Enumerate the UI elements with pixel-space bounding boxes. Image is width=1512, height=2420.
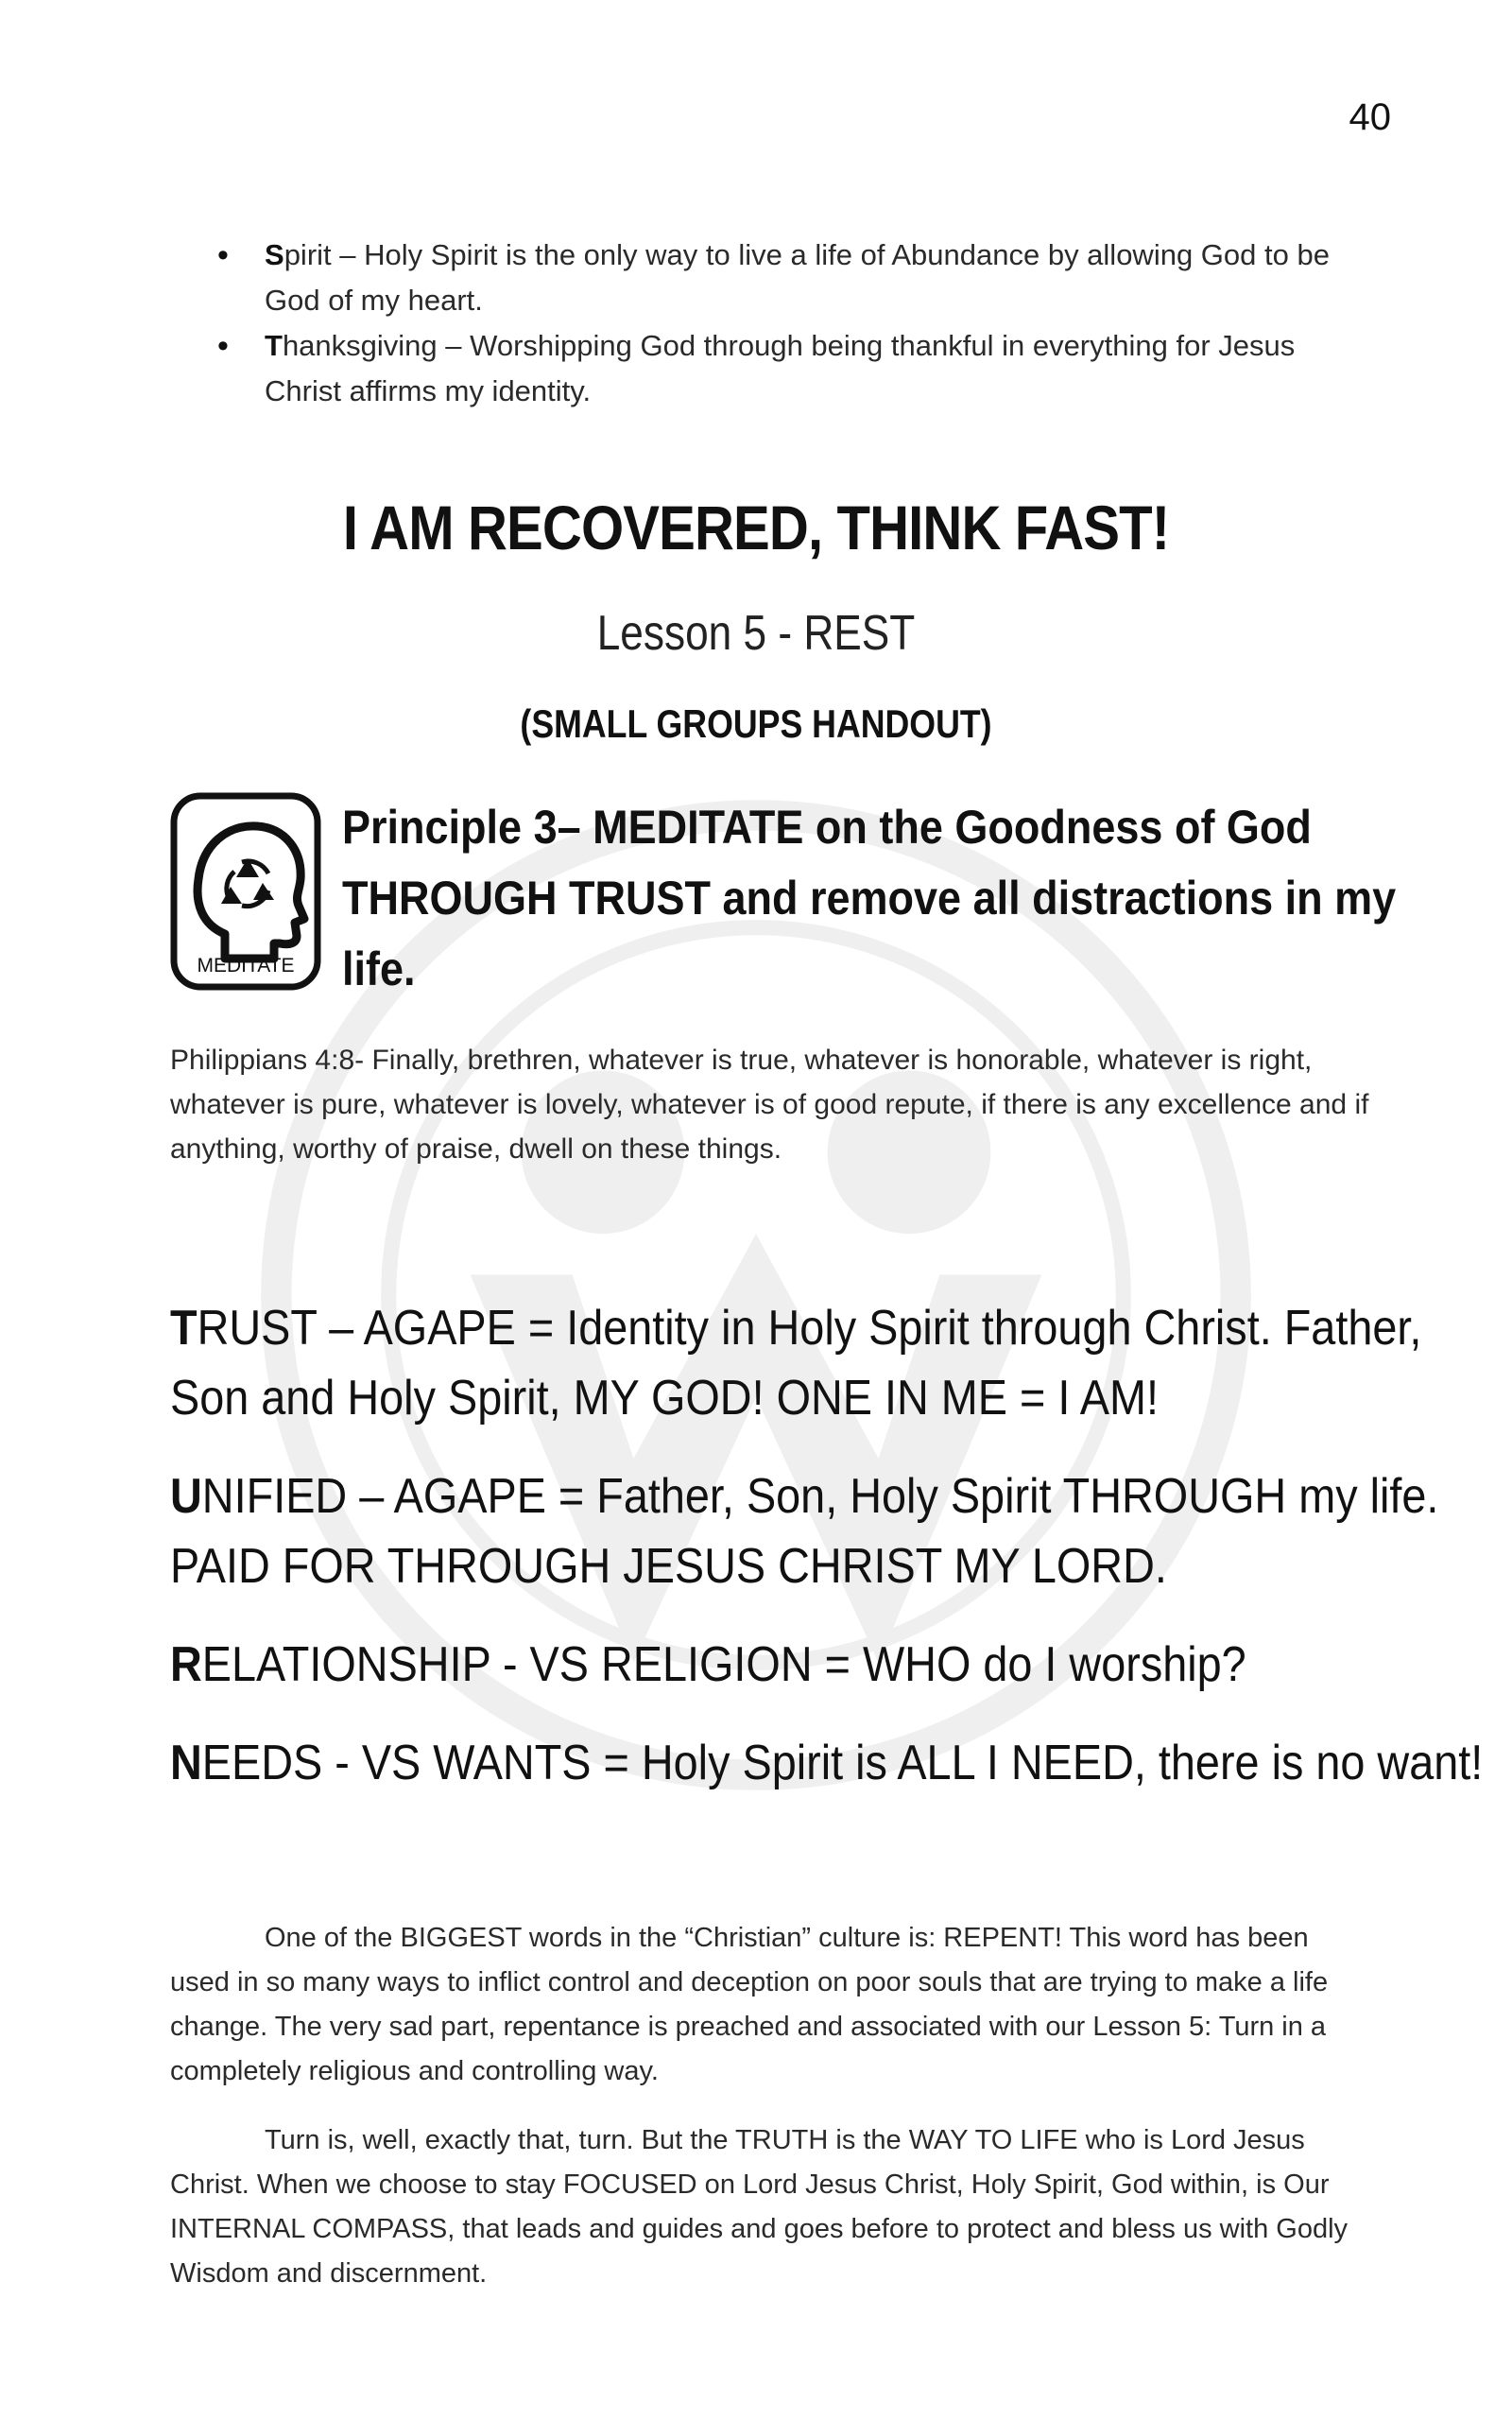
lesson-subtitle: Lesson 5 - REST [596, 606, 916, 661]
principle-line: Principle 3– MEDITATE on the Goodness of God [342, 801, 1312, 854]
acrostic-entry-relationship [170, 1630, 1276, 1700]
bullet-text: pirit – Holy Spirit is the only way to live a life of Abundance by allowing God to be God of my heart. [265, 238, 1330, 317]
principle-line: THROUGH TRUST and remove all distractions in my [342, 872, 1397, 925]
acrostic-letter: R [170, 1637, 202, 1692]
acrostic-letter: T [170, 1301, 198, 1356]
page-title: I AM RECOVERED, THINK FAST! [342, 493, 1170, 562]
meditate-head-icon [170, 792, 321, 991]
acrostic-text: Son and Holy Spirit, MY GOD! ONE IN ME = I AM! [170, 1371, 1159, 1426]
bullet-text: hanksgiving – Worshipping God through being thankful in everything for Jesus Christ affirms my identity. [265, 329, 1296, 407]
acrostic-text: PAID FOR THROUGH JESUS CHRIST MY LORD. [170, 1539, 1167, 1594]
principle-line: life. [342, 942, 416, 995]
bullet-item [217, 323, 1370, 414]
acrostic-list [170, 1293, 1484, 1798]
acrostic-text: NIFIED – AGAPE = Father, Son, Holy Spirit THROUGH my life. [201, 1469, 1439, 1524]
bullet-lead-letter: S [265, 238, 284, 271]
acrostic-letter: U [170, 1469, 202, 1524]
bullet-lead-letter: T [265, 329, 283, 362]
bullet-list [217, 233, 1370, 414]
scripture-quote: Philippians 4:8- Finally, brethren, whatever is true, whatever is honorable, whatever is right, whatever is pure, whatever is lovely, whatever is of good repute, if there is any excellence and if anything, worthy of praise, dwell on these things. [170, 1045, 1369, 1165]
bullet-item [217, 233, 1370, 323]
body-paragraph: One of the BIGGEST words in the “Christian” culture is: REPENT! This word has been used in so many ways to inflict control and deception on poor souls that are trying to make a life change. The very sad part, repentance is preached and associated with our Lesson 5: Turn in a completely religious and controlling way. [170, 1923, 1329, 2086]
acrostic-text: ELATIONSHIP - VS RELIGION = WHO do I worship? [201, 1637, 1246, 1692]
acrostic-entry-trust [170, 1293, 1422, 1433]
page-number: 40 [1349, 96, 1391, 138]
acrostic-text: EEDS - VS WANTS = Holy Spirit is ALL I NEED, there is no want! [201, 1736, 1484, 1790]
meditate-icon-label: MEDITATE [197, 955, 295, 977]
handout-label: (SMALL GROUPS HANDOUT) [520, 701, 992, 746]
principle-heading [342, 792, 1397, 1005]
acrostic-entry-unified [170, 1461, 1439, 1601]
acrostic-text: RUST – AGAPE = Identity in Holy Spirit through Christ. Father, [197, 1301, 1422, 1356]
acrostic-entry-needs [170, 1728, 1484, 1798]
acrostic-letter: N [170, 1736, 202, 1790]
body-paragraph: Turn is, well, exactly that, turn. But the TRUTH is the WAY TO LIFE who is Lord Jesus Christ. When we choose to stay FOCUSED on Lord Jesus Christ, Holy Spirit, God within, is Our INTERNAL COMPASS, that leads and guides and goes before to protect and bless us with Godly Wisdom and discernment. [170, 2125, 1349, 2289]
